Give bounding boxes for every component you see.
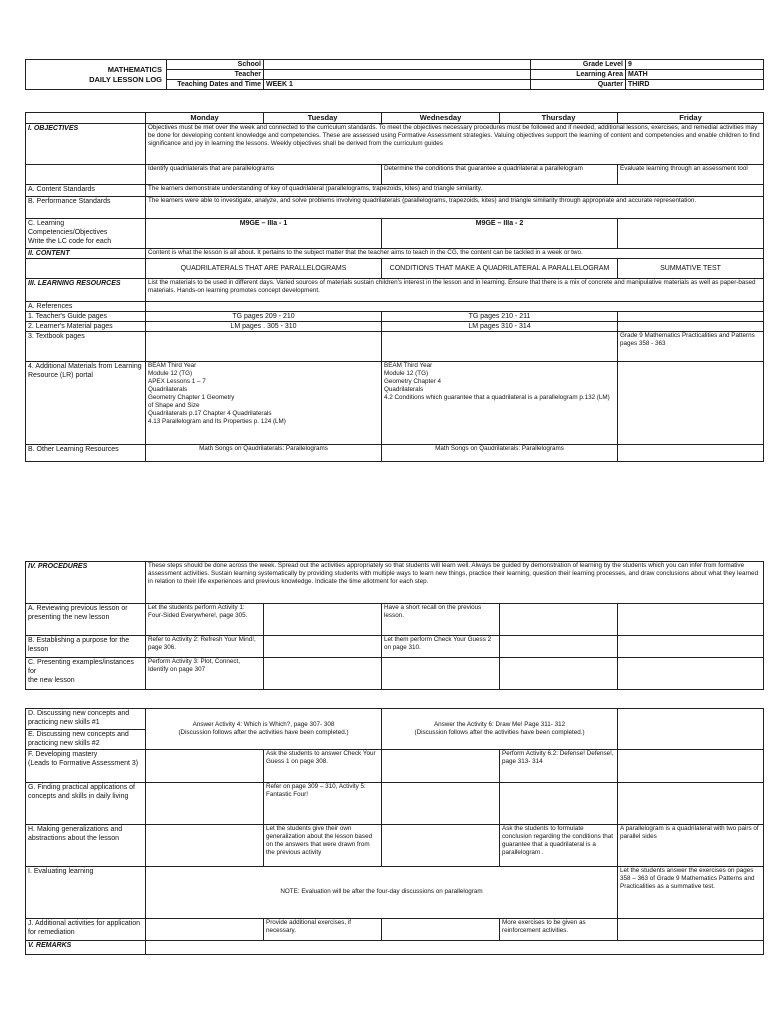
learning-resources-label: III. LEARNING RESOURCES	[26, 278, 146, 301]
quarter-label: Quarter	[531, 80, 626, 90]
objectives-blank	[26, 164, 146, 184]
discussing-monday: Answer Activity 4: Which is Which?, page 307- 308 (Discussion follows after the activities have been completed.)	[146, 709, 382, 750]
additional-friday	[618, 919, 764, 941]
reviewing-wednesday: Have a short recall on the previous lesson.	[382, 604, 500, 636]
presenting-tuesday	[264, 658, 382, 690]
reviewing-lesson-label: A. Reviewing previous lesson or presenting the new lesson	[26, 604, 146, 636]
discussing-concepts-2-label: E. Discussing new concepts and practicing new skills #2	[26, 730, 146, 750]
reviewing-tuesday	[264, 604, 382, 636]
purpose-friday	[618, 636, 764, 658]
reviewing-thursday	[500, 604, 618, 636]
additional-wednesday	[382, 919, 500, 941]
objectives-label: I. OBJECTIVES	[26, 123, 146, 164]
mastery-friday	[618, 750, 764, 783]
tg-pages-wednesday: TG pages 210 - 211	[382, 311, 618, 321]
applications-thursday	[500, 783, 618, 825]
mastery-tuesday: Ask the students to answer Check Your Guess 1 on page 308.	[264, 750, 382, 783]
additional-materials-friday	[618, 362, 764, 445]
corner-cell	[26, 113, 146, 124]
day-header-thursday: Thursday	[500, 113, 618, 124]
reviewing-friday	[618, 604, 764, 636]
evaluation-note: NOTE: Evaluation will be after the four-day discussions on parallelogram	[146, 867, 618, 919]
references-blank	[146, 301, 764, 311]
objective-friday: Evaluate learning through an assessment tool	[618, 164, 764, 184]
content-text: Content is what the lesson is all about. It pertains to the subject matter that the teacher aims to teach in the CG, the content can be tackled in a week or two.	[146, 248, 764, 258]
teacher-value	[264, 70, 531, 80]
other-resources-wednesday: Math Songs on Qaudrilaterals: Parallelograms	[382, 445, 618, 462]
presenting-friday	[618, 658, 764, 690]
lc-code-monday: M9GE – IIIa - 1	[146, 218, 382, 248]
applications-tuesday: Refer on page 309 – 310, Activity 5: Fantastic Four!	[264, 783, 382, 825]
discussing-wednesday: Answer the Activity 6: Draw Me! Page 311- 312 (Discussion follows after the activities have been completed.)	[382, 709, 618, 750]
other-resources-monday: Math Songs on Qaudrilaterals: Parallelograms	[146, 445, 382, 462]
quarter-value: THIRD	[626, 80, 764, 90]
teaching-dates-label: Teaching Dates and Time	[167, 80, 264, 90]
grade-level-label: Grade Level	[531, 60, 626, 70]
objective-wednesday: Determine the conditions that guarantee a quadrilateral a parallelogram	[382, 164, 618, 184]
objective-monday: Identify quadrilaterals that are parallelograms	[146, 164, 382, 184]
generalizations-tuesday: Let the students give their own generalization about the lesson based on the answers that were drawn from the previous activity	[264, 825, 382, 867]
mastery-wednesday	[382, 750, 500, 783]
textbook-monday	[146, 332, 382, 362]
additional-materials-label: 4. Additional Materials from Learning Resource (LR) portal	[26, 362, 146, 445]
presenting-thursday	[500, 658, 618, 690]
lc-code-wednesday: M9GE – IIIa - 2	[382, 218, 618, 248]
additional-activities-label: J. Additional activities for application for remediation	[26, 919, 146, 941]
learning-area-value: MATH	[626, 70, 764, 80]
lesson-table-procedures-continued	[25, 708, 764, 955]
performance-standards-label: B. Performance Standards	[26, 196, 146, 218]
purpose-wednesday: Let them perform Check Your Guess 2 on page 310.	[382, 636, 500, 658]
developing-mastery-label: F. Developing mastery (Leads to Formative Assessment 3)	[26, 750, 146, 783]
evaluation-friday: Let the students answer the exercises on pages 358 – 363 of Grade 9 Mathematics Patterns and Practicalities as a summative test.	[618, 867, 764, 919]
discussing-friday	[618, 709, 764, 750]
additional-materials-wednesday: BEAM Third Year Module 12 (TG) Geometry Chapter 4 Quadrilaterals 4.2 Conditions which guarantee that a quadrilateral is a parallelogram p.132 (LM)	[382, 362, 618, 445]
applications-friday	[618, 783, 764, 825]
lm-pages-friday	[618, 322, 764, 332]
lesson-table-objectives	[25, 112, 764, 462]
generalizations-monday	[146, 825, 264, 867]
content-blank	[26, 258, 146, 278]
establishing-purpose-label: B. Establishing a purpose for the lesson	[26, 636, 146, 658]
learning-area-label: Learning Area	[531, 70, 626, 80]
purpose-thursday	[500, 636, 618, 658]
additional-tuesday: Provide additional exercises, if necessary.	[264, 919, 382, 941]
content-standards-label: A. Content Standards	[26, 184, 146, 196]
additional-thursday: More exercises to be given as reinforcement activities.	[500, 919, 618, 941]
other-resources-friday	[618, 445, 764, 462]
title-line2: DAILY LESSON LOG	[89, 74, 162, 84]
generalizations-friday: A parallelogram is a quadrilateral with two pairs of parallel sides	[618, 825, 764, 867]
teaching-dates-value: WEEK 1	[264, 80, 531, 90]
additional-materials-monday: BEAM Third Year Module 12 (TG) APEX Lessons 1 – 7 Quadrilaterals Geometry Chapter 1 Geometry of Shape and Size Quadrilaterals p.17 Chapter 4 Quadrilaterals 4.13 Parallelogram and Its Properties p. 124 (LM)	[146, 362, 382, 445]
practical-applications-label: G. Finding practical applications of concepts and skills in daily living	[26, 783, 146, 825]
presenting-monday: Perform Activity 3: Plot, Connect, Identify on page 307	[146, 658, 264, 690]
objectives-text: Objectives must be met over the week and connected to the curriculum standards. To meet the objectives necessary procedures must be followed and if needed, additional lessons, exercises, and remedial activities may be done for developing content knowledge and competencies. These are assessed using Formative Assessment strategies. Valuing objectives support the learning of content and competencies and enable children to find significance and joy in learning the lessons. Weekly objectives shall be derived from the curriculum guides	[146, 123, 764, 164]
tg-pages-friday	[618, 311, 764, 321]
generalizations-wednesday	[382, 825, 500, 867]
applications-monday	[146, 783, 264, 825]
content-label: II. CONTENT	[26, 248, 146, 258]
generalizations-label: H. Making generalizations and abstractions about the lesson	[26, 825, 146, 867]
content-friday: SUMMATIVE TEST	[618, 258, 764, 278]
additional-monday	[146, 919, 264, 941]
generalizations-thursday: Ask the students to formulate conclusion regarding the conditions that guarantee that a quadrilateral is a parallelogram .	[500, 825, 618, 867]
log-title	[26, 60, 167, 90]
procedures-text: These steps should be done across the week. Spread out the activities appropriately so that students will learn well. Always be guided by demonstration of learning by the students which you can infer from formative assessment activities. Sustain learning systematically by providing students with multiple ways to learn new things, practice their learning, question their learning processes, and draw conclusions about what they learned in relation to their life experiences and previous knowledge. Indicate the time allotment for each step.	[146, 562, 764, 604]
lc-code-friday	[618, 218, 764, 248]
lesson-table-procedures	[25, 561, 764, 690]
teacher-label: Teacher	[167, 70, 264, 80]
reviewing-monday: Let the students perform Activity 1: Four-Sided Everywhere!, page 305.	[146, 604, 264, 636]
procedures-label: IV. PROCEDURES	[26, 562, 146, 604]
purpose-monday: Refer to Activity 2: Refresh Your Mind!, page 306.	[146, 636, 264, 658]
content-wednesday: CONDITIONS THAT MAKE A QUADRILATERAL A PARALLELOGRAM	[382, 258, 618, 278]
header-table	[25, 59, 764, 90]
day-header-monday: Monday	[146, 113, 264, 124]
purpose-tuesday	[264, 636, 382, 658]
school-label: School	[167, 60, 264, 70]
applications-wednesday	[382, 783, 500, 825]
performance-standards-text: The learners were able to investigate, analyze, and solve problems involving quadrilaterals (parallelograms, trapezoids, kites) and triangle similarity through appropriate and accurate representation.	[146, 196, 764, 218]
remarks-value	[146, 941, 764, 955]
day-header-friday: Friday	[618, 113, 764, 124]
references-label: A. References	[26, 301, 146, 311]
day-header-wednesday: Wednesday	[382, 113, 500, 124]
learning-resources-text: List the materials to be used in different days. Varied sources of materials sustain children's interest in the lesson and in learning. Ensure that there is a mix of concrete and manipulative materials as well as paper-based materials. Hands-on learning promotes concept development.	[146, 278, 764, 301]
title-line1: MATHEMATICS	[107, 64, 162, 74]
content-standards-text: The learners demonstrate understanding of key of quadrilateral (parallelograms, trapezoids, kites) and triangle similarity.	[146, 184, 764, 196]
learners-material-label: 2. Learner's Material pages	[26, 322, 146, 332]
mastery-monday	[146, 750, 264, 783]
other-resources-label: B. Other Learning Resources	[26, 445, 146, 462]
grade-level-value: 9	[626, 60, 764, 70]
textbook-pages-label: 3. Textbook pages	[26, 332, 146, 362]
discussing-concepts-1-label: D. Discussing new concepts and practicing new skills #1	[26, 709, 146, 730]
lm-pages-wednesday: LM pages 310 - 314	[382, 322, 618, 332]
day-header-tuesday: Tuesday	[264, 113, 382, 124]
lm-pages-monday: LM pages . 305 - 310	[146, 322, 382, 332]
textbook-wednesday	[382, 332, 618, 362]
remarks-label: V. REMARKS	[26, 941, 146, 955]
school-value	[264, 60, 531, 70]
evaluating-learning-label: I. Evaluating learning	[26, 867, 146, 919]
textbook-friday: Grade 9 Mathematics Practicalities and Patterns pages 358 - 363	[618, 332, 764, 362]
tg-pages-monday: TG pages 209 - 210	[146, 311, 382, 321]
learning-competencies-label: C. Learning Competencies/Objectives Write the LC code for each	[26, 218, 146, 248]
mastery-thursday: Perform Activity 6.2: Defense! Defense!, page 313- 314	[500, 750, 618, 783]
presenting-examples-label: C. Presenting examples/instances for the new lesson	[26, 658, 146, 690]
teachers-guide-label: 1. Teacher's Guide pages	[26, 311, 146, 321]
content-monday: QUADRILATERALS THAT ARE PARALLELOGRAMS	[146, 258, 382, 278]
presenting-wednesday	[382, 658, 500, 690]
